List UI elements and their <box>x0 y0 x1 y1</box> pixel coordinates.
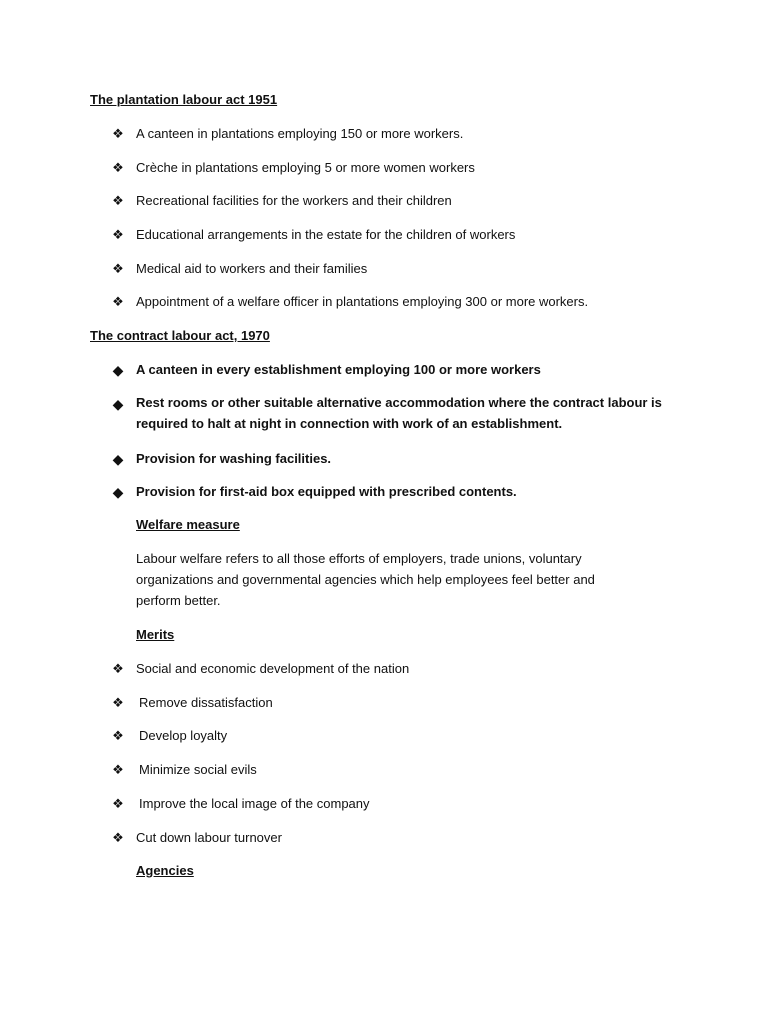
list-item <box>0 795 768 815</box>
four-diamond-bullet-icon: ❖ <box>112 762 124 777</box>
list-item-text: Rest rooms or other suitable alternative accommodation where the contract labour is required to halt at night in connection with work of an establishment. <box>136 395 662 431</box>
four-diamond-bullet-icon: ❖ <box>112 227 124 242</box>
black-diamond-bullet-icon: ◆ <box>112 396 124 412</box>
welfare-measure-heading: Welfare measure <box>136 517 240 532</box>
four-diamond-bullet-icon: ❖ <box>112 193 124 208</box>
list-item <box>0 392 768 436</box>
list-item-text: Medical aid to workers and their families <box>136 261 368 276</box>
merits-heading: Merits <box>136 627 175 642</box>
list-item-text: Remove dissatisfaction <box>139 695 273 710</box>
list-item <box>0 483 768 503</box>
list-item <box>0 727 768 747</box>
four-diamond-bullet-icon: ❖ <box>112 695 124 710</box>
four-diamond-bullet-icon: ❖ <box>112 126 124 141</box>
four-diamond-bullet-icon: ❖ <box>112 796 124 811</box>
list-item <box>0 260 768 280</box>
four-diamond-bullet-icon: ❖ <box>112 661 124 676</box>
list-item-text: Educational arrangements in the estate for the children of workers <box>136 227 516 242</box>
list-item-text: Crèche in plantations employing 5 or more women workers <box>136 160 475 175</box>
list-item <box>0 829 768 849</box>
four-diamond-bullet-icon: ❖ <box>112 728 124 743</box>
four-diamond-bullet-icon: ❖ <box>112 294 124 309</box>
welfare-paragraph: Labour welfare refers to all those efforts of employers, trade unions, voluntary organizations and governmental agencies which help employees feel better and perform better. <box>136 551 595 608</box>
four-diamond-bullet-icon: ❖ <box>112 160 124 175</box>
list-item <box>0 450 768 470</box>
plantation-act-heading: The plantation labour act 1951 <box>90 92 278 107</box>
list-item-text: A canteen in plantations employing 150 or more workers. <box>136 126 464 141</box>
list-item-text: Recreational facilities for the workers and their children <box>136 193 452 208</box>
list-item <box>0 660 768 680</box>
four-diamond-bullet-icon: ❖ <box>112 830 124 845</box>
list-item <box>0 192 768 212</box>
black-diamond-bullet-icon: ◆ <box>112 362 124 378</box>
list-item-text: A canteen in every establishment employing 100 or more workers <box>136 362 541 377</box>
list-item-text: Develop loyalty <box>139 728 228 743</box>
list-item <box>0 694 768 714</box>
list-item-text: Social and economic development of the nation <box>136 661 410 676</box>
contract-act-heading: The contract labour act, 1970 <box>90 328 270 343</box>
agencies-heading: Agencies <box>136 863 194 878</box>
list-item <box>0 159 768 179</box>
list-item <box>0 125 768 145</box>
list-item <box>0 361 768 381</box>
list-item <box>0 293 768 313</box>
list-item-text: Appointment of a welfare officer in plantations employing 300 or more workers. <box>136 294 589 309</box>
list-item-text: Minimize social evils <box>139 762 257 777</box>
four-diamond-bullet-icon: ❖ <box>112 261 124 276</box>
black-diamond-bullet-icon: ◆ <box>112 484 124 500</box>
list-item-text: Improve the local image of the company <box>139 796 370 811</box>
list-item-text: Provision for first-aid box equipped with prescribed contents. <box>136 484 517 499</box>
list-item-text: Cut down labour turnover <box>136 830 282 845</box>
black-diamond-bullet-icon: ◆ <box>112 451 124 467</box>
list-item <box>0 761 768 781</box>
list-item <box>0 226 768 246</box>
list-item-text: Provision for washing facilities. <box>136 451 332 466</box>
